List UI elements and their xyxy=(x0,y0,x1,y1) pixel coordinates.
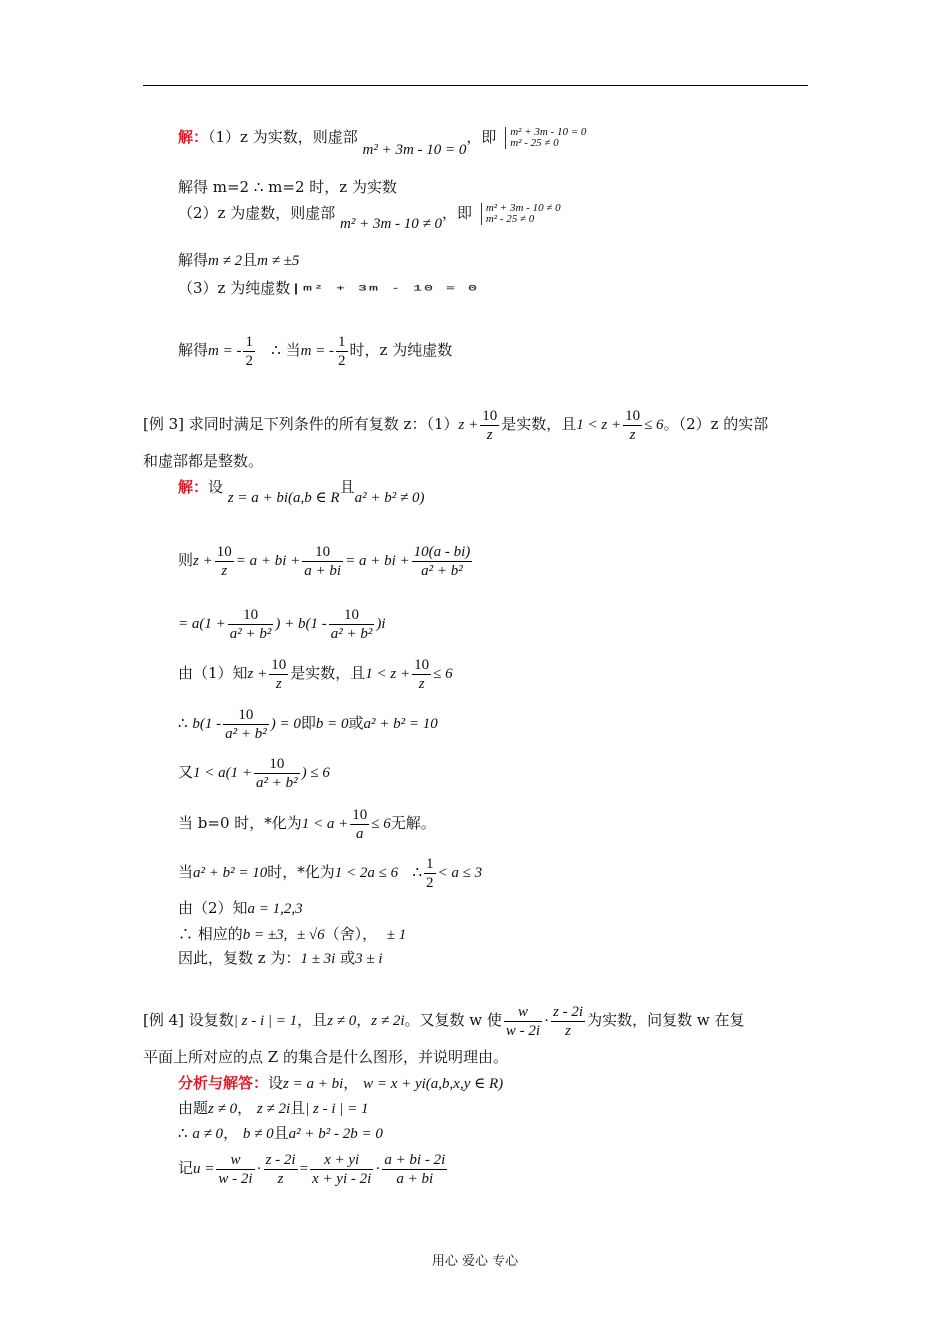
sol-line-4 xyxy=(178,250,299,271)
equation: = a + bi + xyxy=(345,553,410,569)
equation: z ≠ 2i xyxy=(371,1013,405,1029)
numerator: 10 xyxy=(223,706,269,725)
numerator: 10 xyxy=(228,606,274,625)
text: 由题 xyxy=(178,1099,209,1117)
equation: | z - i | = 1 xyxy=(233,1013,298,1029)
fraction xyxy=(412,656,431,693)
text: 且 xyxy=(242,251,258,269)
text: ∴ xyxy=(412,863,422,881)
text: ，且 xyxy=(297,1011,328,1029)
equation: a² + b² ≠ 0) xyxy=(354,490,425,506)
equation: | z - i | = 1 xyxy=(305,1101,369,1117)
equation: m = - xyxy=(208,343,242,359)
equation: = a(1 + xyxy=(178,616,226,632)
fraction xyxy=(216,1151,254,1188)
system-row: m² - 25 ≠ 0 xyxy=(510,137,559,149)
equation: 1 < z + xyxy=(576,417,622,433)
ex3-sol-3 xyxy=(178,603,386,644)
equation: m² + 3m - 10 ≠ 0 xyxy=(340,216,443,232)
example-3-line-2: 和虚部都是整数。 xyxy=(143,452,264,470)
denominator: z xyxy=(221,562,228,579)
text: （3）z 为纯虚数 xyxy=(178,279,291,297)
numerator: 1 xyxy=(338,333,346,350)
equation: ± √6 xyxy=(296,927,325,943)
text: ∴ 当 xyxy=(271,341,301,359)
sol-line-5 xyxy=(178,278,479,299)
fraction xyxy=(269,656,288,693)
sol-line-2: 解得 m=2 ∴ m=2 时，z 为实数 xyxy=(178,178,397,196)
equation: z + xyxy=(193,553,213,569)
denominator: z xyxy=(565,1022,572,1039)
numerator: 10 xyxy=(302,543,343,562)
numerator: 10(a - bi) xyxy=(413,543,471,560)
denominator: a² + b² xyxy=(421,562,463,579)
fraction xyxy=(551,1003,585,1040)
equation: m ≠ 2 xyxy=(208,253,243,269)
fraction xyxy=(310,1151,373,1188)
denominator: 2 xyxy=(245,352,253,369)
text: 设 xyxy=(268,1074,284,1092)
text: 设 xyxy=(208,478,224,496)
text: （舍）， xyxy=(324,925,378,943)
ex3-sol-8 xyxy=(178,852,482,893)
fraction xyxy=(382,1151,447,1188)
equation: b = ±3, xyxy=(242,927,288,943)
example-4-line-1 xyxy=(143,1000,744,1041)
text: 又 xyxy=(178,763,194,781)
denominator: x + yi - 2i xyxy=(312,1170,372,1187)
text: 由（2）知 xyxy=(178,899,248,917)
equation: ) ≤ 6 xyxy=(301,765,330,781)
fraction xyxy=(302,543,343,580)
equation: ) + b(1 - xyxy=(275,616,327,632)
example-3-line-1 xyxy=(143,404,768,445)
equation: 3 ± i xyxy=(355,951,383,967)
equals-sign: = xyxy=(299,1161,309,1177)
text: ， xyxy=(356,1011,372,1029)
text: 。又复数 w 使 xyxy=(404,1011,502,1029)
denominator: a xyxy=(356,825,364,842)
numerator: a + bi - 2i xyxy=(384,1151,446,1168)
fraction xyxy=(215,543,234,580)
text: （1）z 为实数，则虚部 xyxy=(208,128,358,146)
equation: w = x + yi(a,b,x,y ∈ R) xyxy=(363,1076,504,1092)
ex3-sol-11 xyxy=(178,948,383,969)
sol-line-1 xyxy=(178,126,587,158)
system-row: m² + 3m - 10 = 0 xyxy=(510,126,587,138)
fraction xyxy=(350,806,369,843)
text: 由（1）知 xyxy=(178,664,248,682)
equation: u = xyxy=(193,1161,215,1177)
header-rule xyxy=(143,85,808,86)
fraction xyxy=(504,1003,542,1040)
numerator: 10 xyxy=(482,407,498,424)
fraction xyxy=(336,333,348,370)
text: 记 xyxy=(178,1159,194,1177)
equation: z = a + bi xyxy=(283,1076,344,1092)
fraction xyxy=(623,407,642,444)
equation: = a + bi + xyxy=(235,553,301,569)
text: ， xyxy=(237,1099,253,1117)
numerator: 10 xyxy=(216,543,232,560)
ex4-sol-4 xyxy=(178,1148,449,1189)
equation: b ≠ 0 xyxy=(242,1126,274,1142)
text: 时，z 为纯虚数 xyxy=(349,341,453,359)
solution-label: 解： xyxy=(178,478,209,496)
text: [例 4] 设复数 xyxy=(143,1011,234,1029)
system-row: m² - 25 ≠ 0 xyxy=(485,213,535,225)
text: 当 xyxy=(178,863,194,881)
text: ，即 xyxy=(466,128,497,146)
equation: ≤ 6 xyxy=(644,417,664,433)
equation: m ≠ ±5 xyxy=(257,253,300,269)
sol-line-6 xyxy=(178,330,452,371)
text: 且 xyxy=(290,1099,306,1117)
denominator: z xyxy=(486,426,493,443)
equation: ≤ 6 xyxy=(371,816,391,832)
example-4-line-2: 平面上所对应的点 Z 的集合是什么图形，并说明理由。 xyxy=(143,1048,508,1066)
text: ∴ xyxy=(178,1124,188,1142)
denominator: w - 2i xyxy=(505,1022,541,1039)
numerator: 1 xyxy=(426,855,434,872)
analysis-label: 分析与解答： xyxy=(178,1074,269,1092)
equation: a² + b² - 2b = 0 xyxy=(288,1126,383,1142)
fraction xyxy=(264,1151,298,1188)
text: 解得 xyxy=(178,251,209,269)
denominator: a² + b² xyxy=(225,725,267,742)
fraction xyxy=(424,855,436,892)
text: ， xyxy=(343,1074,359,1092)
equation: < a ≤ 3 xyxy=(437,865,483,881)
denominator: z xyxy=(277,1170,284,1187)
numerator: 10 xyxy=(352,806,368,823)
fraction xyxy=(223,706,269,743)
numerator: 1 xyxy=(245,333,253,350)
numerator: 10 xyxy=(271,656,287,673)
text: 是实数，且 xyxy=(290,664,366,682)
equation: z + xyxy=(247,666,268,682)
equation: z ≠ 0 xyxy=(327,1013,357,1029)
text: 时，*化为 xyxy=(267,863,335,881)
ex3-sol-7 xyxy=(178,803,436,844)
equation: a ≠ 0 xyxy=(192,1126,224,1142)
denominator: a² + b² xyxy=(256,774,298,791)
fraction xyxy=(480,407,499,444)
text: ∴ xyxy=(178,714,188,732)
equation: 1 < a + xyxy=(301,816,349,832)
numerator: 10 xyxy=(329,606,375,625)
dot-operator: · xyxy=(256,1161,262,1177)
sol-line-3 xyxy=(178,202,561,232)
numerator: w xyxy=(216,1151,254,1170)
equation: m = - xyxy=(300,343,335,359)
text: 因此，复数 z 为： xyxy=(178,949,301,967)
numerator: 10 xyxy=(414,656,430,673)
text: 是实数，且 xyxy=(501,415,577,433)
equation: z ≠ 0 xyxy=(208,1101,238,1117)
equation: z + xyxy=(458,417,479,433)
numerator: 10 xyxy=(254,755,300,774)
page-footer: 用心 爱心 专心 xyxy=(431,1254,519,1269)
text: 解得 xyxy=(178,341,209,359)
equation-system xyxy=(505,127,586,149)
text: 即 xyxy=(300,714,316,732)
equation: a² + b² = 10 xyxy=(193,865,268,881)
text: 且 xyxy=(273,1124,289,1142)
denominator: a² + b² xyxy=(229,625,272,642)
equation: b(1 - xyxy=(192,716,222,732)
denominator: z xyxy=(418,675,425,692)
denominator: 2 xyxy=(426,874,434,891)
fraction xyxy=(243,333,255,370)
equation: )i xyxy=(376,616,386,632)
ex3-sol-10 xyxy=(178,924,406,945)
text: 或 xyxy=(348,714,364,732)
equation: 1 ± 3i xyxy=(300,951,336,967)
fraction xyxy=(228,606,274,643)
numerator: z - 2i xyxy=(265,1151,296,1168)
equation: a = 1,2,3 xyxy=(247,901,303,917)
denominator: a² + b² xyxy=(330,625,373,642)
text: （2）z 为虚数，则虚部 xyxy=(178,204,336,222)
text: 则 xyxy=(178,551,194,569)
equation: ) = 0 xyxy=(270,716,301,732)
equation: 1 < 2a ≤ 6 xyxy=(334,865,399,881)
ex3-sol-9 xyxy=(178,898,303,919)
dot-operator: · xyxy=(544,1013,550,1029)
denominator: z xyxy=(629,426,636,443)
denominator: z xyxy=(275,675,282,692)
equation: a² + b² = 10 xyxy=(363,716,438,732)
text: 或 xyxy=(340,949,356,967)
numerator: w xyxy=(504,1003,542,1022)
ex3-sol-1 xyxy=(178,477,425,506)
ex4-sol-3 xyxy=(178,1123,383,1144)
text: 无解。 xyxy=(390,814,436,832)
text: [例 3] 求同时满足下列条件的所有复数 z：（1） xyxy=(143,415,459,433)
dot-operator: · xyxy=(375,1161,381,1177)
text: ， xyxy=(223,1124,239,1142)
equation: ≤ 6 xyxy=(433,666,453,682)
text: 。（2）z 的实部 xyxy=(663,415,769,433)
text: ，即 xyxy=(442,204,473,222)
text: 当 b=0 时，*化为 xyxy=(178,814,302,832)
denominator: 2 xyxy=(338,352,346,369)
numerator: x + yi xyxy=(310,1151,373,1170)
numerator: 10 xyxy=(625,407,641,424)
ex3-sol-5 xyxy=(178,703,438,744)
equation: z = a + bi(a,b ∈ R xyxy=(227,490,340,506)
fraction xyxy=(412,543,473,580)
denominator: w - 2i xyxy=(218,1170,253,1187)
equation: m² + 3m - 10 = 0 xyxy=(362,142,467,158)
blurred-equation: m² + 3m - 10 = 0 xyxy=(295,284,479,295)
equation: ± 1 xyxy=(386,927,407,943)
ex4-sol-2 xyxy=(178,1098,369,1119)
ex4-sol-1 xyxy=(178,1073,503,1094)
ex3-sol-2 xyxy=(178,540,474,581)
fraction xyxy=(254,755,300,792)
numerator: z - 2i xyxy=(553,1003,584,1020)
ex3-sol-6 xyxy=(178,752,330,793)
equation: 1 < z + xyxy=(365,666,411,682)
denominator: a + bi xyxy=(396,1170,434,1187)
denominator: a + bi xyxy=(304,562,342,579)
text: 且 xyxy=(339,478,355,496)
text: 为实数，问复数 w 在复 xyxy=(587,1011,745,1029)
text: ∴ 相应的 xyxy=(178,925,243,943)
equation-system xyxy=(481,203,561,225)
solution-label: 解： xyxy=(178,128,209,146)
system-row: m² + 3m - 10 ≠ 0 xyxy=(485,202,561,214)
equation: 1 < a(1 + xyxy=(193,765,253,781)
ex3-sol-4 xyxy=(178,653,453,694)
fraction xyxy=(329,606,375,643)
equation: z ≠ 2i xyxy=(256,1101,291,1117)
equation: b = 0 xyxy=(315,716,349,732)
